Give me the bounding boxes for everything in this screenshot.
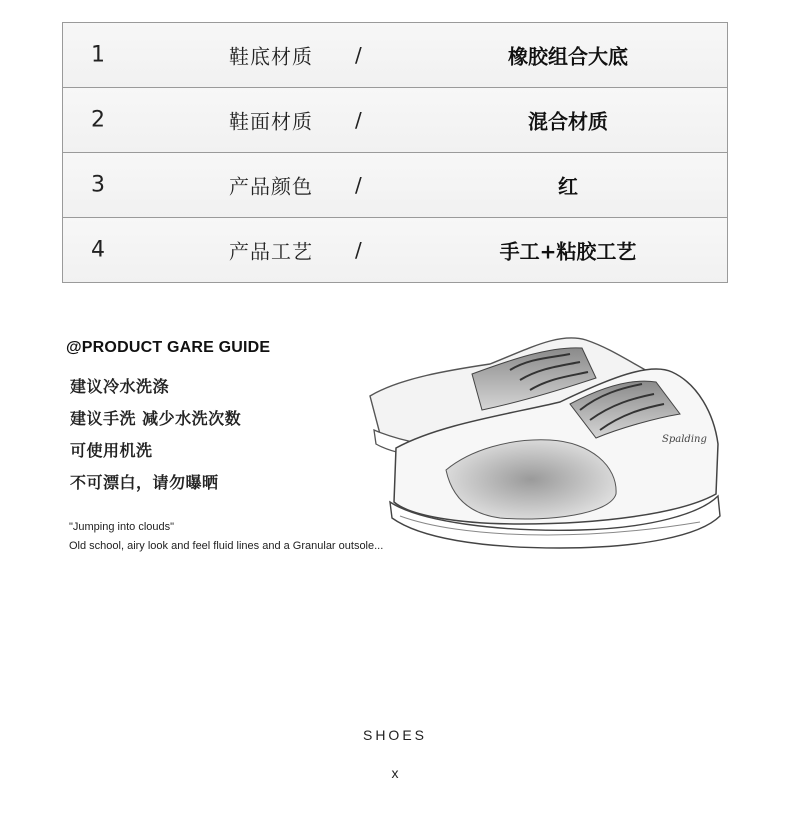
spec-value: 红	[558, 174, 578, 199]
spec-separator: /	[355, 43, 362, 67]
spec-value: 手工+粘胶工艺	[499, 239, 637, 264]
spec-separator: /	[355, 173, 362, 197]
spec-label: 鞋底材质	[229, 44, 313, 69]
care-item: 可使用机洗	[70, 441, 153, 460]
sneaker-illustration	[360, 318, 732, 556]
quote-heading: "Jumping into clouds"	[69, 521, 175, 533]
footer-shoes-label: SHOES	[362, 727, 427, 743]
care-guide-title: @PRODUCT GARE GUIDE	[66, 339, 271, 356]
spec-number: 2	[91, 107, 105, 133]
svg-text:Spalding: Spalding	[662, 434, 707, 445]
spec-table	[62, 22, 728, 283]
spec-number: 3	[91, 172, 105, 198]
care-item: 建议冷水洗涤	[70, 377, 170, 396]
product-quote	[69, 518, 383, 556]
spec-label: 鞋面材质	[229, 109, 313, 134]
care-item: 不可漂白，请勿曝晒	[70, 473, 219, 492]
spec-number: 1	[91, 42, 105, 68]
spec-label: 产品工艺	[229, 239, 313, 264]
spec-row	[63, 88, 727, 153]
spec-value: 混合材质	[528, 109, 608, 134]
spec-label: 产品颜色	[229, 174, 313, 199]
spec-separator: /	[355, 108, 362, 132]
spec-row	[63, 153, 727, 218]
spec-value: 橡胶组合大底	[508, 44, 628, 69]
spec-separator: /	[355, 238, 362, 262]
spec-number: 4	[91, 237, 105, 263]
care-item: 建议手洗 减少水洗次数	[70, 409, 242, 428]
footer-mark: x	[391, 765, 399, 781]
quote-body: Old school, airy look and feel fluid lines and a Granular outsole...	[69, 540, 384, 552]
spec-row	[63, 218, 727, 282]
spec-row	[63, 23, 727, 88]
care-list	[70, 374, 241, 502]
